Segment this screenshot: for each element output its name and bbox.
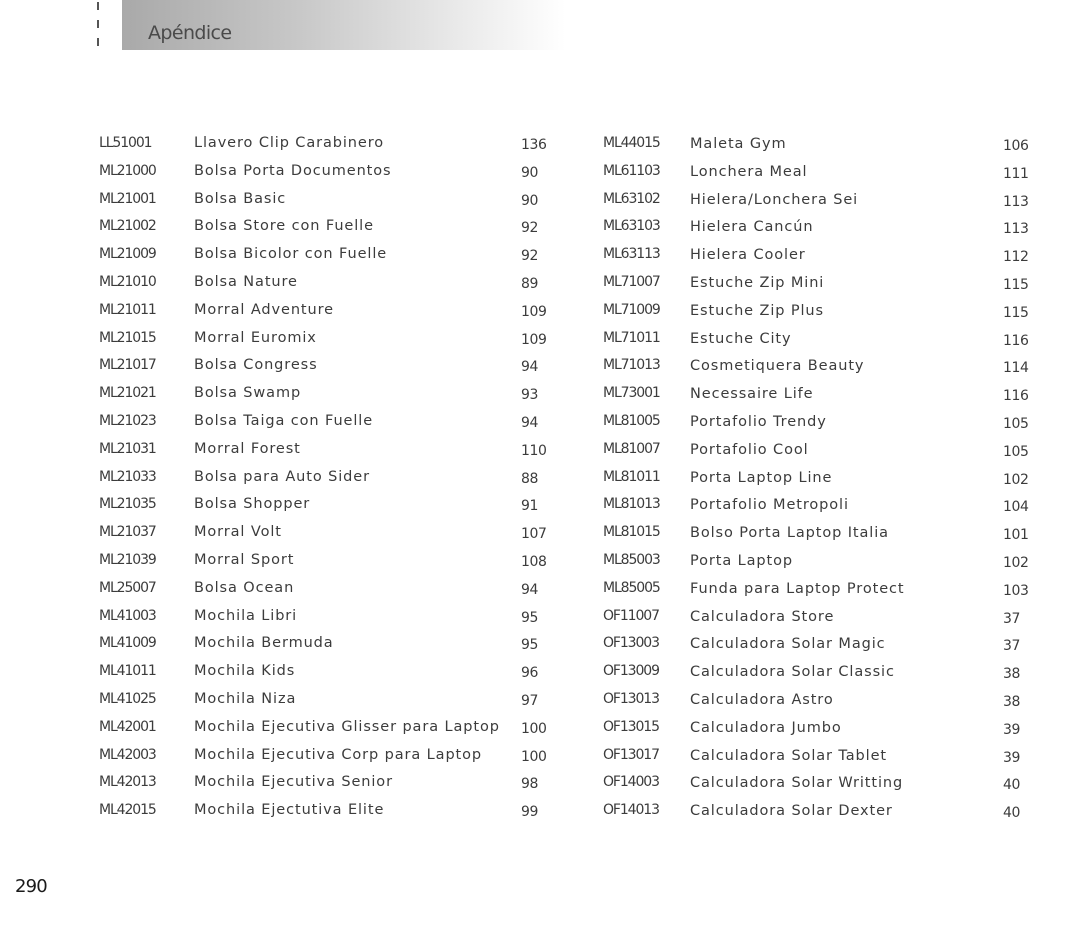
page-reference: 90 xyxy=(521,192,539,209)
margin-dash xyxy=(97,20,99,28)
index-entry xyxy=(603,522,1043,550)
product-name: Bolsa Congress xyxy=(194,357,318,374)
index-entry xyxy=(603,578,1043,606)
product-name: Mochila Ejecutiva Senior xyxy=(194,774,393,791)
product-name: Cosmetiquera Beauty xyxy=(690,358,865,375)
product-name: Bolsa Swamp xyxy=(194,385,302,402)
page-reference: 40 xyxy=(1003,805,1021,822)
index-entry xyxy=(99,745,559,773)
product-code: ML63103 xyxy=(603,218,660,235)
index-entry xyxy=(99,522,559,550)
index-entry xyxy=(603,383,1043,411)
product-name: Mochila Ejecutiva Corp para Laptop xyxy=(194,746,483,763)
index-entry xyxy=(603,244,1043,272)
product-name: Portafolio Metropoli xyxy=(690,497,849,514)
index-entry xyxy=(603,661,1043,689)
page-reference: 38 xyxy=(1003,693,1021,710)
product-code: ML85003 xyxy=(603,551,660,568)
product-name: Porta Laptop Line xyxy=(690,469,833,486)
page-reference: 107 xyxy=(521,526,547,543)
index-entry xyxy=(99,189,559,217)
page-reference: 106 xyxy=(1003,138,1029,154)
page-reference: 98 xyxy=(521,776,539,793)
index-entry xyxy=(99,717,559,745)
product-code: ML41011 xyxy=(99,663,156,680)
product-code: ML81007 xyxy=(603,440,660,457)
product-code: ML41003 xyxy=(99,607,156,624)
product-name: Bolsa Porta Documentos xyxy=(194,162,392,179)
page-reference: 105 xyxy=(1003,415,1029,432)
index-column-right xyxy=(603,133,1043,828)
index-entry xyxy=(603,772,1043,800)
index-entry xyxy=(99,606,559,634)
product-name: Calculadora Store xyxy=(690,608,835,625)
index-column-left xyxy=(99,133,559,828)
index-entry xyxy=(99,133,559,161)
page-reference: 92 xyxy=(521,248,539,265)
product-name: Mochila Ejecutiva Glisser para Laptop xyxy=(194,718,500,735)
product-code: ML81013 xyxy=(603,496,660,513)
product-code: ML21001 xyxy=(99,190,156,207)
page-reference: 105 xyxy=(1003,443,1029,460)
page-reference: 115 xyxy=(1003,304,1029,321)
page-reference: 103 xyxy=(1003,582,1029,599)
page-reference: 38 xyxy=(1003,666,1021,683)
product-code: OF13003 xyxy=(603,635,659,652)
index-entry xyxy=(603,161,1043,189)
page-reference: 40 xyxy=(1003,777,1021,794)
product-name: Calculadora Solar Writting xyxy=(690,775,904,792)
product-name: Bolsa Store con Fuelle xyxy=(194,218,374,235)
product-name: Hielera/Lonchera Sei xyxy=(690,191,859,208)
product-name: Bolsa Basic xyxy=(194,190,287,207)
product-code: ML81015 xyxy=(603,524,660,541)
page-reference: 102 xyxy=(1003,471,1029,488)
index-entry xyxy=(603,189,1043,217)
product-code: ML73001 xyxy=(603,385,660,402)
product-name: Bolsa Taiga con Fuelle xyxy=(194,412,374,429)
product-code: ML71009 xyxy=(603,301,660,318)
product-code: ML63113 xyxy=(603,246,660,263)
product-code: ML42001 xyxy=(99,718,156,735)
index-entry xyxy=(603,745,1043,773)
page-reference: 136 xyxy=(521,137,547,153)
index-entry xyxy=(603,633,1043,661)
product-code: ML85005 xyxy=(603,579,660,596)
index-entry xyxy=(99,800,559,828)
index-entry xyxy=(99,439,559,467)
product-code: ML21017 xyxy=(99,357,156,374)
product-code: OF14013 xyxy=(603,802,659,819)
product-name: Bolsa Bicolor con Fuelle xyxy=(194,246,388,263)
index-entry xyxy=(99,494,559,522)
page-reference: 113 xyxy=(1003,193,1029,210)
page-reference: 109 xyxy=(521,303,547,320)
page-reference: 94 xyxy=(521,581,539,598)
page-reference: 93 xyxy=(521,387,539,404)
page-reference: 94 xyxy=(521,359,539,376)
product-code: ML71011 xyxy=(603,329,660,346)
product-name: Estuche Zip Mini xyxy=(690,274,825,291)
product-name: Calculadora Jumbo xyxy=(690,719,842,736)
product-code: OF13009 xyxy=(603,663,659,680)
product-name: Morral Adventure xyxy=(194,301,334,318)
page-reference: 101 xyxy=(1003,527,1029,544)
product-code: ML21033 xyxy=(99,468,156,485)
product-code: ML71007 xyxy=(603,273,660,290)
page-reference: 115 xyxy=(1003,276,1029,293)
product-code: ML21009 xyxy=(99,246,156,263)
index-entry xyxy=(99,578,559,606)
product-code: OF14003 xyxy=(603,774,659,791)
page-reference: 37 xyxy=(1003,610,1021,627)
margin-dash xyxy=(97,38,99,46)
index-entry xyxy=(603,300,1043,328)
product-name: Bolso Porta Laptop Italia xyxy=(690,525,889,542)
page-reference: 88 xyxy=(521,470,539,487)
product-code: ML21011 xyxy=(99,301,156,318)
product-name: Mochila Libri xyxy=(194,607,298,624)
product-code: ML25007 xyxy=(99,579,156,596)
page-reference: 89 xyxy=(521,275,539,292)
product-code: ML81005 xyxy=(603,412,660,429)
index-entry xyxy=(99,300,559,328)
product-code: ML21037 xyxy=(99,524,156,541)
page-reference: 114 xyxy=(1003,360,1029,377)
page-reference: 92 xyxy=(521,220,539,237)
product-name: Hielera Cancún xyxy=(690,219,814,236)
product-name: Bolsa Shopper xyxy=(194,496,311,513)
product-code: ML71013 xyxy=(603,357,660,374)
page-reference: 97 xyxy=(521,692,539,709)
product-name: Morral Sport xyxy=(194,551,295,568)
product-name: Mochila Niza xyxy=(194,690,297,707)
index-entry xyxy=(603,467,1043,495)
margin-dash xyxy=(97,2,99,10)
page-reference: 116 xyxy=(1003,388,1029,405)
index-entry xyxy=(603,550,1043,578)
index-entry xyxy=(99,328,559,356)
index-entry xyxy=(99,355,559,383)
product-name: Mochila Bermuda xyxy=(194,635,334,652)
index-entry xyxy=(603,411,1043,439)
page-reference: 91 xyxy=(521,498,539,515)
index-entry xyxy=(99,161,559,189)
product-name: Calculadora Solar Tablet xyxy=(690,747,887,764)
product-name: Calculadora Astro xyxy=(690,691,834,708)
page-reference: 99 xyxy=(521,804,539,821)
page-reference: 109 xyxy=(521,331,547,348)
index-entry xyxy=(99,661,559,689)
product-code: ML21039 xyxy=(99,551,156,568)
product-name: Bolsa para Auto Sider xyxy=(194,468,370,485)
product-code: OF11007 xyxy=(603,607,659,624)
section-title: Apéndice xyxy=(148,22,232,44)
page-reference: 100 xyxy=(521,720,547,737)
product-name: Necessaire Life xyxy=(690,386,814,403)
index-entry xyxy=(603,216,1043,244)
product-code: ML42015 xyxy=(99,802,156,819)
product-name: Llavero Clip Carabinero xyxy=(194,135,385,151)
index-entry xyxy=(603,717,1043,745)
page-reference: 112 xyxy=(1003,249,1029,266)
page-reference: 39 xyxy=(1003,721,1021,738)
page-reference: 102 xyxy=(1003,554,1029,571)
product-name: Calculadora Solar Magic xyxy=(690,636,886,653)
index-entry xyxy=(99,216,559,244)
product-code: ML21000 xyxy=(99,162,156,179)
product-name: Calculadora Solar Classic xyxy=(690,664,895,681)
product-code: ML42013 xyxy=(99,774,156,791)
page-reference: 111 xyxy=(1003,165,1029,182)
index-entry xyxy=(603,328,1043,356)
product-code: ML42003 xyxy=(99,746,156,763)
product-name: Calculadora Solar Dexter xyxy=(690,803,893,820)
product-name: Mochila Ejectutiva Elite xyxy=(194,802,385,819)
page-number: 290 xyxy=(15,876,47,897)
page-reference: 108 xyxy=(521,553,547,570)
product-name: Bolsa Ocean xyxy=(194,579,295,596)
product-name: Maleta Gym xyxy=(690,136,787,152)
product-name: Morral Volt xyxy=(194,524,282,541)
product-code: LL51001 xyxy=(99,135,152,151)
product-name: Morral Forest xyxy=(194,440,301,457)
index-entry xyxy=(603,494,1043,522)
index-entry xyxy=(603,133,1043,161)
index-entry xyxy=(99,244,559,272)
product-name: Estuche Zip Plus xyxy=(690,302,824,319)
product-code: ML21035 xyxy=(99,496,156,513)
product-code: OF13013 xyxy=(603,690,659,707)
product-name: Bolsa Nature xyxy=(194,273,298,290)
product-code: ML21015 xyxy=(99,329,156,346)
product-name: Porta Laptop xyxy=(690,552,793,569)
product-code: ML21031 xyxy=(99,440,156,457)
product-name: Mochila Kids xyxy=(194,663,296,680)
index-entry xyxy=(603,272,1043,300)
page-reference: 37 xyxy=(1003,638,1021,655)
page-reference: 94 xyxy=(521,414,539,431)
page-reference: 96 xyxy=(521,665,539,682)
product-name: Lonchera Meal xyxy=(690,163,808,180)
page-reference: 95 xyxy=(521,609,539,626)
index-entry xyxy=(99,550,559,578)
product-name: Hielera Cooler xyxy=(690,247,806,264)
index-entry xyxy=(99,689,559,717)
page-reference: 90 xyxy=(521,164,539,181)
index-entry xyxy=(603,439,1043,467)
index-entry xyxy=(99,772,559,800)
product-name: Portafolio Cool xyxy=(690,441,809,458)
page-reference: 116 xyxy=(1003,332,1029,349)
index-entry xyxy=(99,383,559,411)
index-entry xyxy=(99,272,559,300)
index-entry xyxy=(603,689,1043,717)
index-entry xyxy=(603,606,1043,634)
product-name: Morral Euromix xyxy=(194,329,317,346)
product-code: ML21023 xyxy=(99,412,156,429)
page-reference: 39 xyxy=(1003,749,1021,766)
product-name: Funda para Laptop Protect xyxy=(690,580,905,597)
page-reference: 110 xyxy=(521,442,547,459)
product-name: Estuche City xyxy=(690,330,792,347)
product-code: ML63102 xyxy=(603,190,660,207)
product-code: ML44015 xyxy=(603,135,660,151)
page-reference: 100 xyxy=(521,748,547,765)
product-code: ML61103 xyxy=(603,162,660,179)
product-code: ML81011 xyxy=(603,468,660,485)
index-entry xyxy=(603,355,1043,383)
product-code: OF13017 xyxy=(603,746,659,763)
product-code: ML41009 xyxy=(99,635,156,652)
product-code: ML21010 xyxy=(99,273,156,290)
index-entry xyxy=(99,633,559,661)
page-reference: 104 xyxy=(1003,499,1029,516)
product-code: ML21002 xyxy=(99,218,156,235)
product-name: Portafolio Trendy xyxy=(690,413,827,430)
index-entry xyxy=(603,800,1043,828)
index-entry xyxy=(99,467,559,495)
page-reference: 95 xyxy=(521,637,539,654)
product-code: ML41025 xyxy=(99,690,156,707)
page-reference: 113 xyxy=(1003,221,1029,238)
index-entry xyxy=(99,411,559,439)
product-code: ML21021 xyxy=(99,385,156,402)
product-code: OF13015 xyxy=(603,718,659,735)
